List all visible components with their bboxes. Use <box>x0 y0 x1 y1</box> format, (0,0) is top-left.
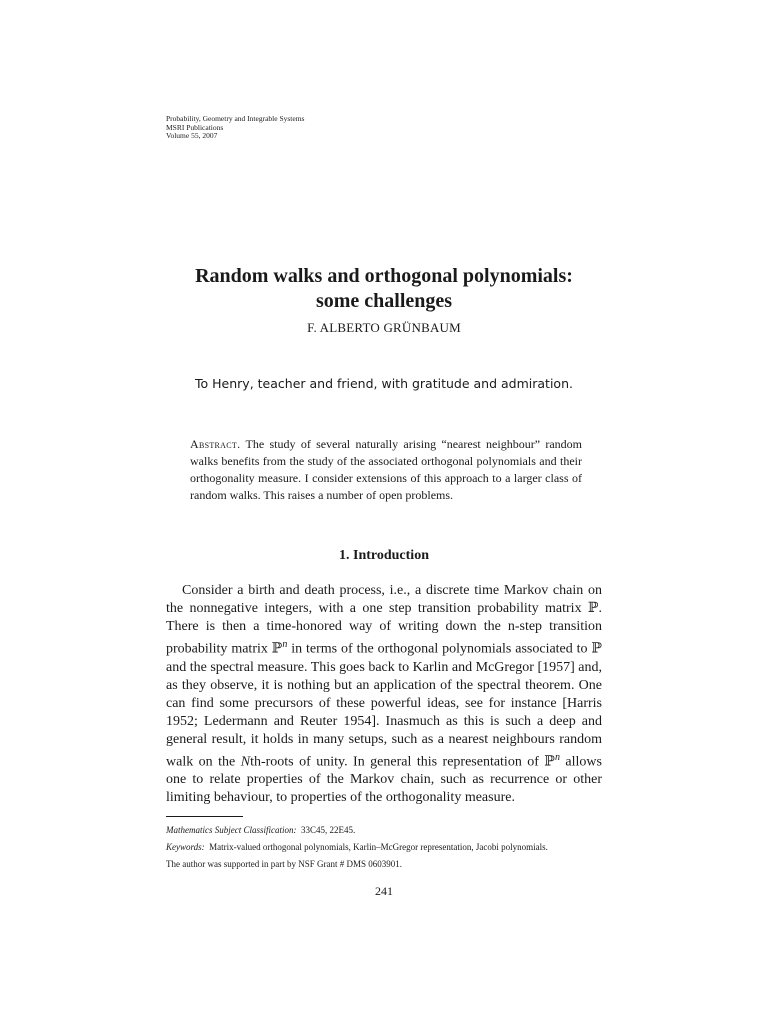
math-symbol-p: ℙ <box>544 754 555 770</box>
page-number: 241 <box>375 884 393 898</box>
intro-text-1: Consider a birth and death process, i.e., a discrete time Markov chain on the nonnegative integers, with a one step transition probability matrix <box>166 583 602 616</box>
intro-text-3: in terms of the orthogonal polynomials associated to <box>287 641 592 657</box>
math-symbol-n: N <box>240 754 251 770</box>
publisher-name: MSRI Publications <box>166 122 224 132</box>
paper-title <box>0 264 768 314</box>
dedication: To Henry, teacher and friend, with gratitude and admiration. <box>195 376 573 391</box>
math-symbol-p: ℙ <box>591 641 602 657</box>
intro-text-4: and the spectral measure. This goes back to Karlin and McGregor [1957] and, as they observe, it is nothing but an application of the spectral theorem. One can find some precursors of these powerful ideas, see for instance [Harris 1952; Ledermann and Reuter 1954]. Inasmuch as this is such a deep and general result, it holds in many setups, such as a nearest neighbours random walk on the <box>166 659 602 770</box>
title-line-2: some challenges <box>315 290 453 312</box>
footnotes <box>166 822 602 873</box>
author-name: F. ALBERTO GRÜNBAUM <box>307 320 461 335</box>
support-footnote: The author was supported in part by NSF Grant # DMS 0603901. <box>166 859 402 869</box>
intro-paragraph <box>166 582 602 807</box>
title-line-1: Random walks and orthogonal polynomials: <box>195 265 573 287</box>
keywords-label: Keywords: <box>166 842 205 852</box>
math-symbol-p: ℙ <box>271 641 283 657</box>
volume-info: Volume 55, 2007 <box>166 131 218 140</box>
intro-text-6: allows one to relate properties of the Markov chain, such as recurrence or other limiting behaviour, to properties of the orthogonality measure. <box>166 754 602 806</box>
journal-name: Probability, Geometry and Integrable Systems <box>166 114 305 123</box>
math-superscript-n: n <box>282 639 288 650</box>
journal-header <box>166 115 304 141</box>
keywords-footnote <box>166 839 602 856</box>
msc-footnote <box>166 822 602 839</box>
abstract-text: The study of several naturally arising “nearest neighbour” random walks benefits from the study of the associated orthogonal polynomials and their orthogonality measure. I consider extensions of this approach to a larger class of random walks. This raises a number of open problems. <box>190 437 582 502</box>
intro-text-5: th-roots of unity. In general this representation of <box>250 754 545 770</box>
math-superscript-n: n <box>554 751 560 763</box>
msc-label: Mathematics Subject Classification: <box>166 825 297 835</box>
abstract-label: Abstract. <box>190 437 241 451</box>
section-heading: 1. Introduction <box>339 548 429 563</box>
msc-value: 33C45, 22E45. <box>300 825 356 835</box>
footnote-divider <box>166 816 243 817</box>
abstract <box>190 436 582 504</box>
intro-text-2: . There is then a time-honored way of writing down the n-step transition probability matrix <box>166 601 602 657</box>
keywords-value: Matrix-valued orthogonal polynomials, Karlin–McGregor representation, Jacobi polynomials. <box>209 842 548 852</box>
math-symbol-p: ℙ <box>587 601 599 616</box>
